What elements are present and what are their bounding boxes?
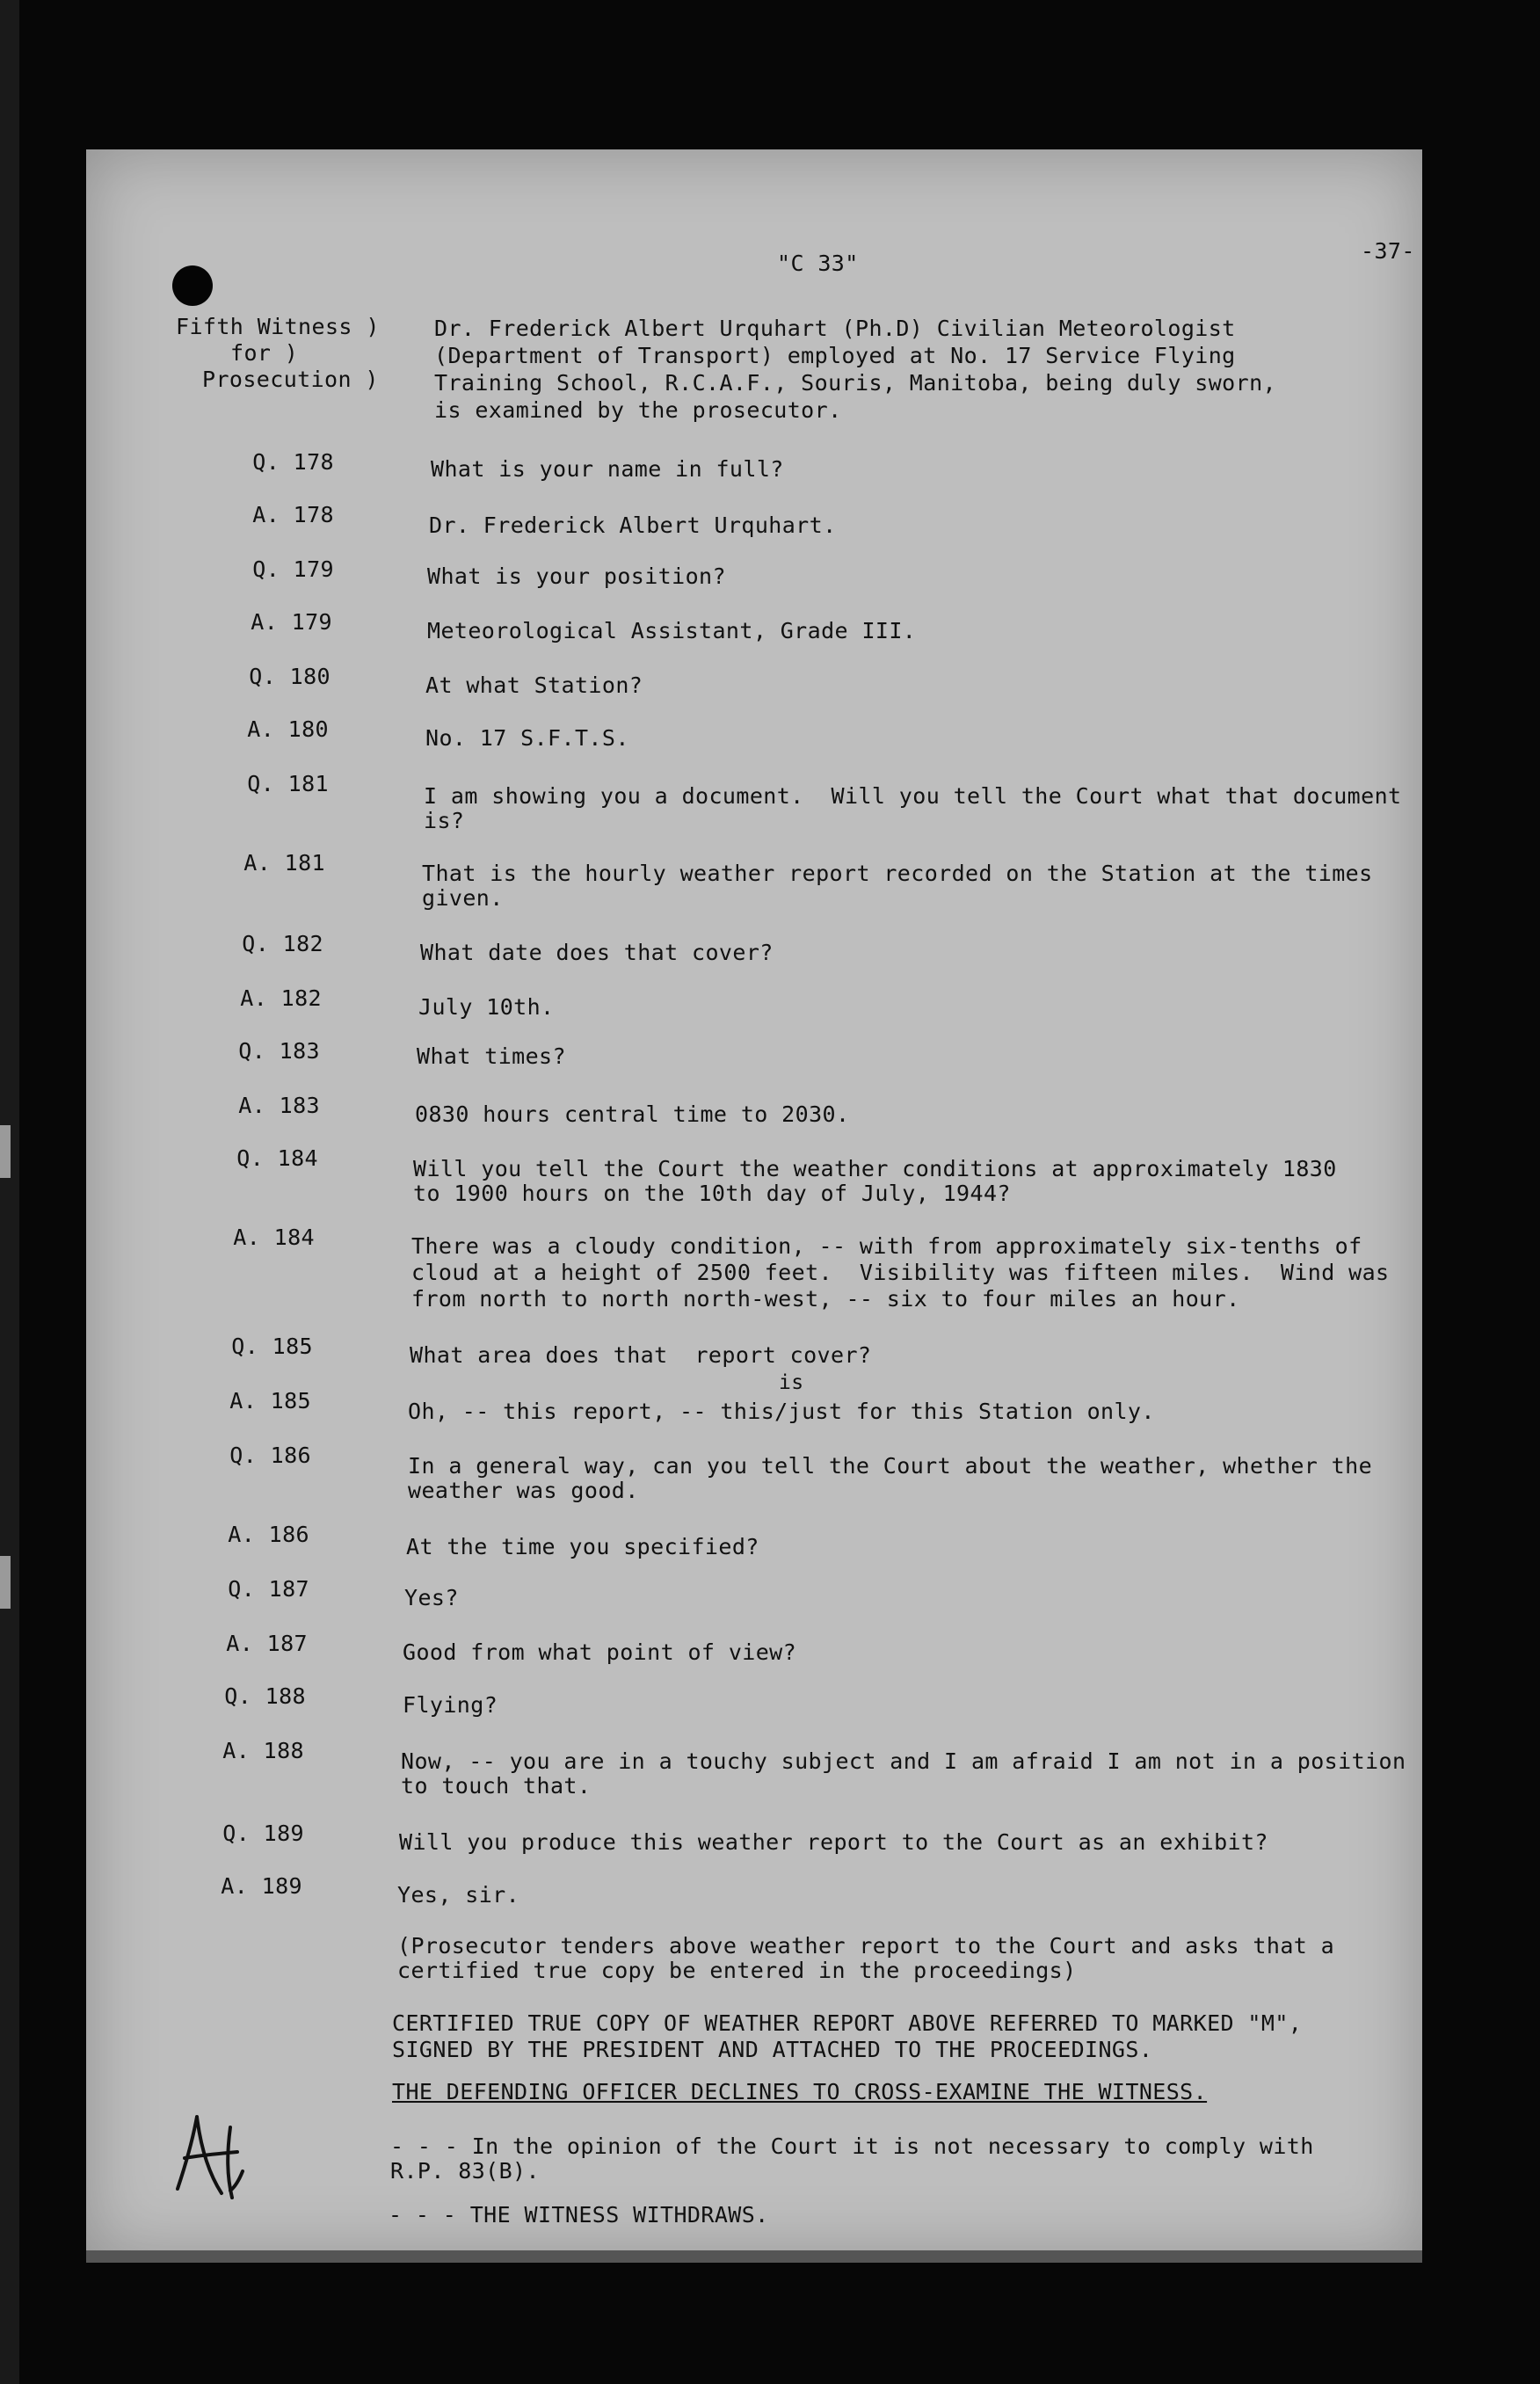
answer-number: A. 181: [243, 850, 325, 876]
answer-text: to touch that.: [401, 1773, 592, 1799]
answer-text: 0830 hours central time to 2030.: [415, 1101, 850, 1127]
question-text: Yes?: [404, 1585, 459, 1610]
question-text: At what Station?: [425, 672, 643, 698]
answer-text: Meteorological Assistant, Grade III.: [427, 618, 917, 643]
film-edge-strip: [0, 0, 19, 2384]
certified-note: SIGNED BY THE PRESIDENT AND ATTACHED TO THE PROCEEDINGS.: [392, 2037, 1153, 2062]
answer-number: A. 179: [251, 609, 332, 635]
question-text: I am showing you a document. Will you tell the Court what that document: [424, 783, 1402, 809]
answer-number: A. 182: [240, 985, 322, 1011]
tender-note: (Prosecutor tenders above weather report to the Court and asks that a: [397, 1933, 1335, 1959]
answer-number: A. 185: [229, 1388, 311, 1414]
question-number: Q. 187: [228, 1576, 309, 1602]
question-number: Q. 178: [252, 449, 334, 475]
court-opinion: - - - In the opinion of the Court it is not necessary to comply with: [390, 2133, 1314, 2159]
film-edge-mark: [0, 1556, 11, 1609]
question-text: is?: [424, 808, 465, 833]
answer-text: Yes, sir.: [397, 1882, 520, 1908]
answer-number: A. 187: [226, 1631, 308, 1656]
question-text: to 1900 hours on the 10th day of July, 1944?: [413, 1181, 1011, 1206]
answer-number: A. 178: [252, 502, 334, 527]
question-text: What is your name in full?: [431, 456, 784, 482]
question-number: Q. 181: [247, 771, 329, 796]
question-text: In a general way, can you tell the Court about the weather, whether the: [408, 1453, 1373, 1479]
answer-number: A. 183: [238, 1093, 320, 1118]
insertion-mark: is: [779, 1371, 804, 1394]
exhibit-reference: "C 33": [777, 251, 859, 276]
answer-number: A. 188: [222, 1738, 304, 1763]
defending-officer-note: THE DEFENDING OFFICER DECLINES TO CROSS-EXAMINE THE WITNESS.: [392, 2079, 1208, 2104]
question-number: Q. 189: [222, 1821, 304, 1846]
question-text: What date does that cover?: [420, 940, 774, 965]
question-number: Q. 185: [231, 1334, 313, 1359]
certified-note: CERTIFIED TRUE COPY OF WEATHER REPORT ABOVE REFERRED TO MARKED "M",: [392, 2010, 1303, 2036]
answer-text: There was a cloudy condition, -- with from approximately six-tenths of: [411, 1233, 1362, 1259]
answer-text: July 10th.: [418, 994, 555, 1020]
question-number: Q. 188: [224, 1683, 306, 1709]
punch-hole: [172, 265, 213, 306]
question-text: What times?: [417, 1043, 566, 1069]
answer-number: A. 189: [221, 1873, 302, 1899]
answer-text: No. 17 S.F.T.S.: [425, 725, 629, 751]
witness-intro-line: Dr. Frederick Albert Urquhart (Ph.D) Civilian Meteorologist: [434, 316, 1236, 341]
answer-number: A. 184: [233, 1225, 315, 1250]
question-text: What area does that report cover?: [410, 1342, 872, 1368]
question-number: Q. 184: [236, 1145, 318, 1171]
tender-note: certified true copy be entered in the proceedings): [397, 1958, 1077, 1983]
page-number: -37-: [1361, 238, 1415, 264]
question-number: Q. 186: [229, 1443, 311, 1468]
witness-caption-line: Prosecution ): [202, 367, 379, 392]
question-text: Will you tell the Court the weather conditions at approximately 1830: [413, 1156, 1337, 1181]
answer-text: At the time you specified?: [406, 1534, 759, 1559]
film-edge-mark: [0, 1125, 11, 1178]
answer-number: A. 180: [247, 716, 329, 742]
witness-intro-line: (Department of Transport) employed at No. 17 Service Flying: [434, 343, 1236, 368]
question-number: Q. 180: [249, 664, 331, 689]
answer-text: Good from what point of view?: [403, 1639, 797, 1665]
handwritten-initials: [169, 2110, 257, 2206]
question-number: Q. 182: [242, 931, 323, 956]
witness-caption-line: Fifth Witness ): [176, 314, 380, 339]
question-number: Q. 183: [238, 1038, 320, 1064]
witness-intro-line: is examined by the prosecutor.: [434, 397, 842, 423]
answer-number: A. 186: [228, 1522, 309, 1547]
witness-caption-line: for ): [230, 340, 299, 366]
answer-text: from north to north north-west, -- six to four miles an hour.: [411, 1286, 1240, 1312]
witness-intro-line: Training School, R.C.A.F., Souris, Manitoba, being duly sworn,: [434, 370, 1276, 396]
witness-withdraws: - - - THE WITNESS WITHDRAWS.: [389, 2202, 769, 2228]
court-opinion: R.P. 83(B).: [390, 2158, 540, 2184]
answer-text: Now, -- you are in a touchy subject and I am afraid I am not in a position: [401, 1748, 1406, 1774]
answer-text: Dr. Frederick Albert Urquhart.: [429, 512, 837, 538]
page-shadow-edge: [86, 2250, 1422, 2263]
question-text: weather was good.: [408, 1478, 639, 1503]
answer-text: Oh, -- this report, -- this/just for this Station only.: [408, 1399, 1155, 1424]
answer-text: cloud at a height of 2500 feet. Visibility was fifteen miles. Wind was: [411, 1260, 1390, 1285]
question-text: Will you produce this weather report to the Court as an exhibit?: [399, 1829, 1268, 1855]
question-text: What is your position?: [427, 563, 726, 589]
answer-text: given.: [422, 885, 504, 911]
question-text: Flying?: [403, 1692, 498, 1718]
question-number: Q. 179: [252, 556, 334, 582]
answer-text: That is the hourly weather report recorded on the Station at the times: [422, 861, 1373, 886]
